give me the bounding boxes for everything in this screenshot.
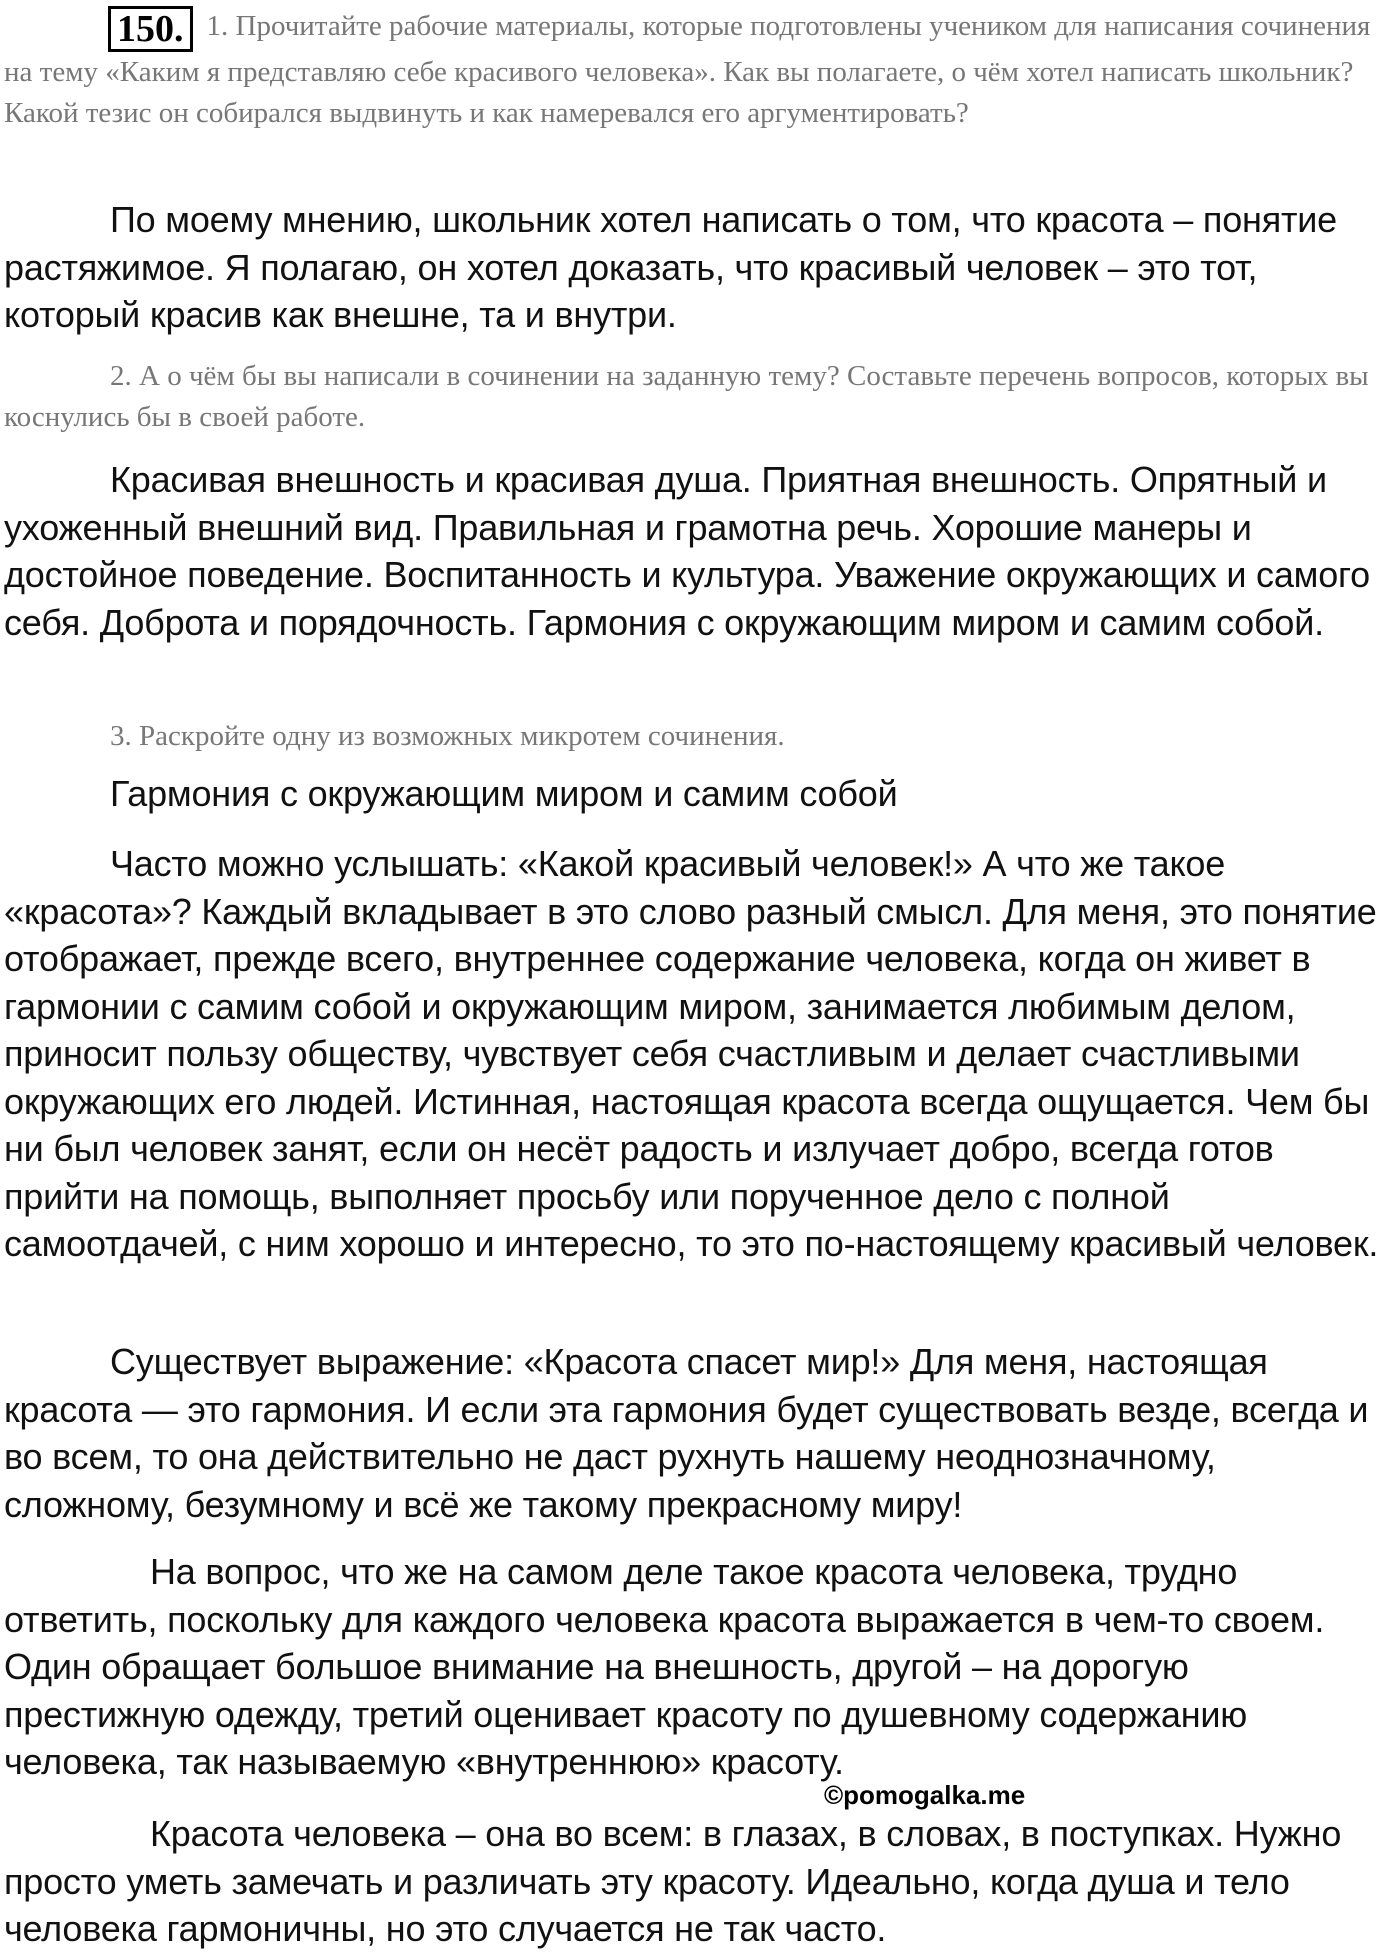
exercise-number: 150. [108,6,193,52]
essay-paragraph-3: На вопрос, что же на самом деле такое красота человека, трудно ответить, поскольку для каждого человека красота выражается в чем-то своем. Один обращает большое внимание на внешность, другой – на дорогую престижную одежду, третий оценивает красоту по душевному содержанию человека, так называемую «внутреннюю» красоту. [4,1551,1325,1782]
essay-paragraph-2: Существует выражение: «Красота спасет мир!» Для меня, настоящая красота — это гармония. И если эта гармония будет существовать везде, всегда и во всем, то она действительно не даст рухнуть нашему неоднозначному, сложному, безумному и всё же такому прекрасному миру! [4,1341,1369,1525]
task-1-text: 1. Прочитайте рабочие материалы, которые подготовлены учеником для написания сочинения на тему «Каким я представляю себе красивого человека». Как вы полагаете, о чём хотел написать школьник? Какой тезис он собирался выдвинуть и как намеревался его аргументировать? [4,10,1371,129]
essay-paragraph-1: Часто можно услышать: «Какой красивый человек!» А что же такое «красота»? Каждый вкладывает в это слово разный смысл. Для меня, это понятие отображает, прежде всего, внутреннее содержание человека, когда он живет в гармонии с самим собой и окружающим миром, занимается любимым делом, приносит пользу обществу, чувствует себя счастливым и делает счастливыми окружающих его людей. Истинная, настоящая красота всегда ощущается. Чем бы ни был человек занят, если он несёт радость и излучает добро, всегда готов прийти на помощь, выполняет просьбу или порученное дело с полной самоотдачей, с ним хорошо и интересно, то это по-настоящему красивый человек. [4,843,1379,1264]
essay-title: Гармония с окружающим миром и самим собой [110,773,898,814]
answer-1: По моему мнению, школьник хотел написать о том, что красота – понятие растяжимое. Я полагаю, он хотел доказать, что красивый человек – это тот, который красив как внешне, та и внутри. [4,199,1338,335]
essay-paragraph-4: Красота человека – она во всем: в глазах, в словах, в поступках. Нужно просто уметь замечать и различать эту красоту. Идеально, когда душа и тело человека гармоничны, но это случается не так часто. [4,1813,1342,1949]
watermark: ©pomogalka.me [824,1780,1026,1810]
task-2: 2. А о чём бы вы написали в сочинении на заданную тему? Составьте перечень вопросов, которых вы коснулись бы в своей работе. [4,360,1369,433]
task-3: 3. Раскройте одну из возможных микротем сочинения. [110,720,785,752]
task-1 [4,6,1384,134]
answer-2: Красивая внешность и красивая душа. Приятная внешность. Опрятный и ухоженный внешний вид. Правильная и грамотна речь. Хорошие манеры и достойное поведение. Воспитанность и культура. Уважение окружающих и самого себя. Доброта и порядочность. Гармония с окружающим миром и самим собой. [4,459,1371,643]
